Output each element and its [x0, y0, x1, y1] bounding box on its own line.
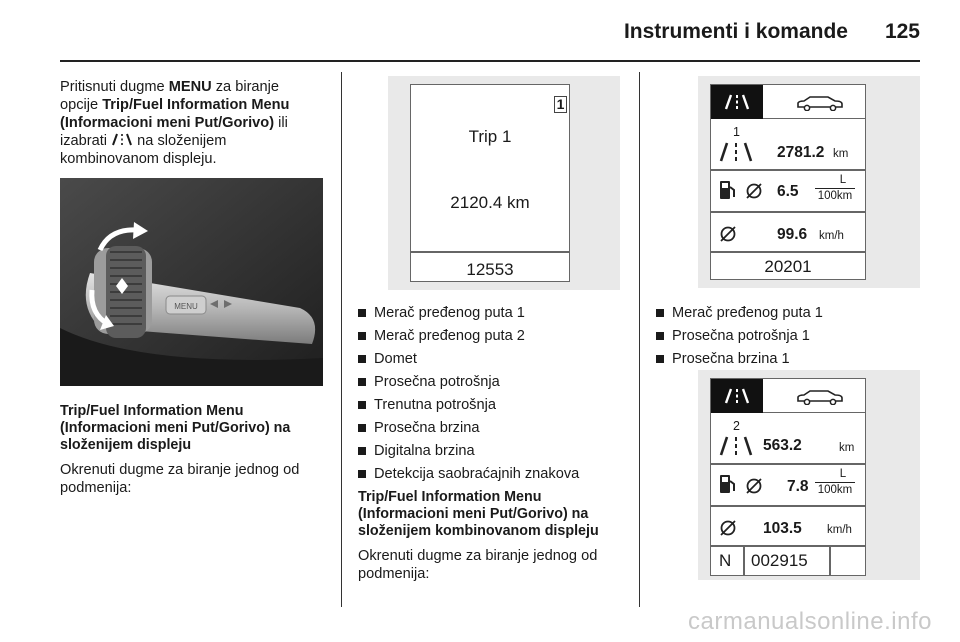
road-trip-icon — [724, 94, 750, 110]
fuel-pump-icon — [719, 473, 737, 495]
car-icon — [795, 389, 845, 405]
list-item: Prosečna brzina 1 — [656, 350, 823, 373]
list-item: Merač pređenog puta 2 — [358, 327, 579, 350]
list-item: Merač pređenog puta 1 — [656, 304, 823, 327]
trip-index: 1 — [733, 125, 740, 139]
submenu-list — [358, 304, 579, 488]
submenu-list — [656, 304, 823, 373]
list-item: Detekcija saobraćajnih znakova — [358, 465, 579, 488]
section-heading: Trip/Fuel Information Menu (Informacioni meni Put/Gorivo) na složenijem displeju — [60, 403, 291, 453]
display-separator — [411, 251, 569, 253]
list-item: Digitalna brzina — [358, 442, 579, 465]
road-trip-icon — [111, 133, 133, 146]
vehicle-tab — [763, 85, 865, 119]
average-consumption: 7.8 — [787, 478, 809, 495]
list-item: Prosečna potrošnja — [358, 373, 579, 396]
display-screen — [710, 378, 866, 576]
body-paragraph: Okrenuti dugme za biranje jednog od podmenija: — [358, 548, 598, 582]
trip-distance: 2781.2 — [777, 144, 825, 161]
vehicle-tab — [763, 379, 865, 413]
list-item: Prosečna brzina — [358, 419, 579, 442]
fuel-unit-top: L — [839, 468, 847, 480]
menu-keyword: MENU — [168, 79, 212, 95]
fuel-unit-top: L — [839, 174, 847, 186]
road-trip-icon — [724, 388, 750, 404]
average-speed: 103.5 — [763, 520, 802, 537]
intro-paragraph: Pritisnuti dugme MENU za biranje opcije Trip/Fuel Information Menu (Informacioni meni Put/Gorivo) ili izabrati na složenijem kombinovanom displeju. — [60, 79, 290, 167]
road-trip-icon — [719, 435, 753, 457]
page-header — [60, 14, 920, 60]
fuel-pump-icon — [719, 179, 737, 201]
odometer: 002915 — [751, 551, 808, 570]
list-item: Prosečna potrošnja 1 — [656, 327, 823, 350]
road-trip-icon — [719, 141, 753, 163]
trip-label: Trip 1 — [468, 127, 512, 146]
trip-tab — [711, 85, 763, 119]
list-item: Trenutna potrošnja — [358, 396, 579, 419]
speed-unit: km/h — [819, 230, 844, 242]
average-icon — [745, 477, 763, 495]
display-screen — [710, 84, 866, 280]
body-paragraph: Okrenuti dugme za biranje jednog od podmenija: — [60, 462, 300, 496]
trip-index: 2 — [733, 419, 740, 433]
watermark: carmanualsonline.info — [688, 608, 932, 635]
list-item: Domet — [358, 350, 579, 373]
odometer: 20201 — [764, 257, 812, 276]
average-consumption: 6.5 — [777, 183, 799, 200]
trip-tab — [711, 379, 763, 413]
page-title: Instrumenti i komande — [623, 20, 848, 43]
gear-indicator: N — [719, 551, 732, 570]
distance-unit: km — [833, 148, 849, 160]
trip-display-advanced-2 — [698, 370, 920, 580]
distance-unit: km — [839, 442, 855, 454]
average-icon — [745, 182, 763, 200]
average-icon — [719, 225, 737, 243]
fuel-unit-bottom: 100km — [817, 484, 853, 496]
odometer: 12553 — [466, 260, 514, 279]
display-screen — [410, 84, 570, 282]
section-heading: Trip/Fuel Information Menu (Informacioni meni Put/Gorivo) na složenijem kombinovanom displeju — [358, 489, 599, 539]
average-speed: 99.6 — [777, 226, 808, 243]
fuel-unit-bottom: 100km — [817, 190, 853, 202]
page-number: 125 — [884, 20, 920, 43]
speed-unit: km/h — [827, 524, 852, 536]
trip-display-basic — [388, 76, 620, 290]
list-item: Merač pređenog puta 1 — [358, 304, 579, 327]
steering-column-lever-photo — [60, 178, 323, 386]
header-divider — [60, 60, 920, 62]
trip-distance: 563.2 — [763, 437, 802, 454]
column-divider-2 — [639, 72, 640, 607]
trip-number-badge: 1 — [554, 96, 567, 113]
column-divider-1 — [341, 72, 342, 607]
trip-distance: 2120.4 km — [450, 193, 530, 212]
svg-text:MENU: MENU — [174, 302, 198, 311]
trip-display-advanced-1 — [698, 76, 920, 288]
average-icon — [719, 519, 737, 537]
car-icon — [795, 95, 845, 111]
